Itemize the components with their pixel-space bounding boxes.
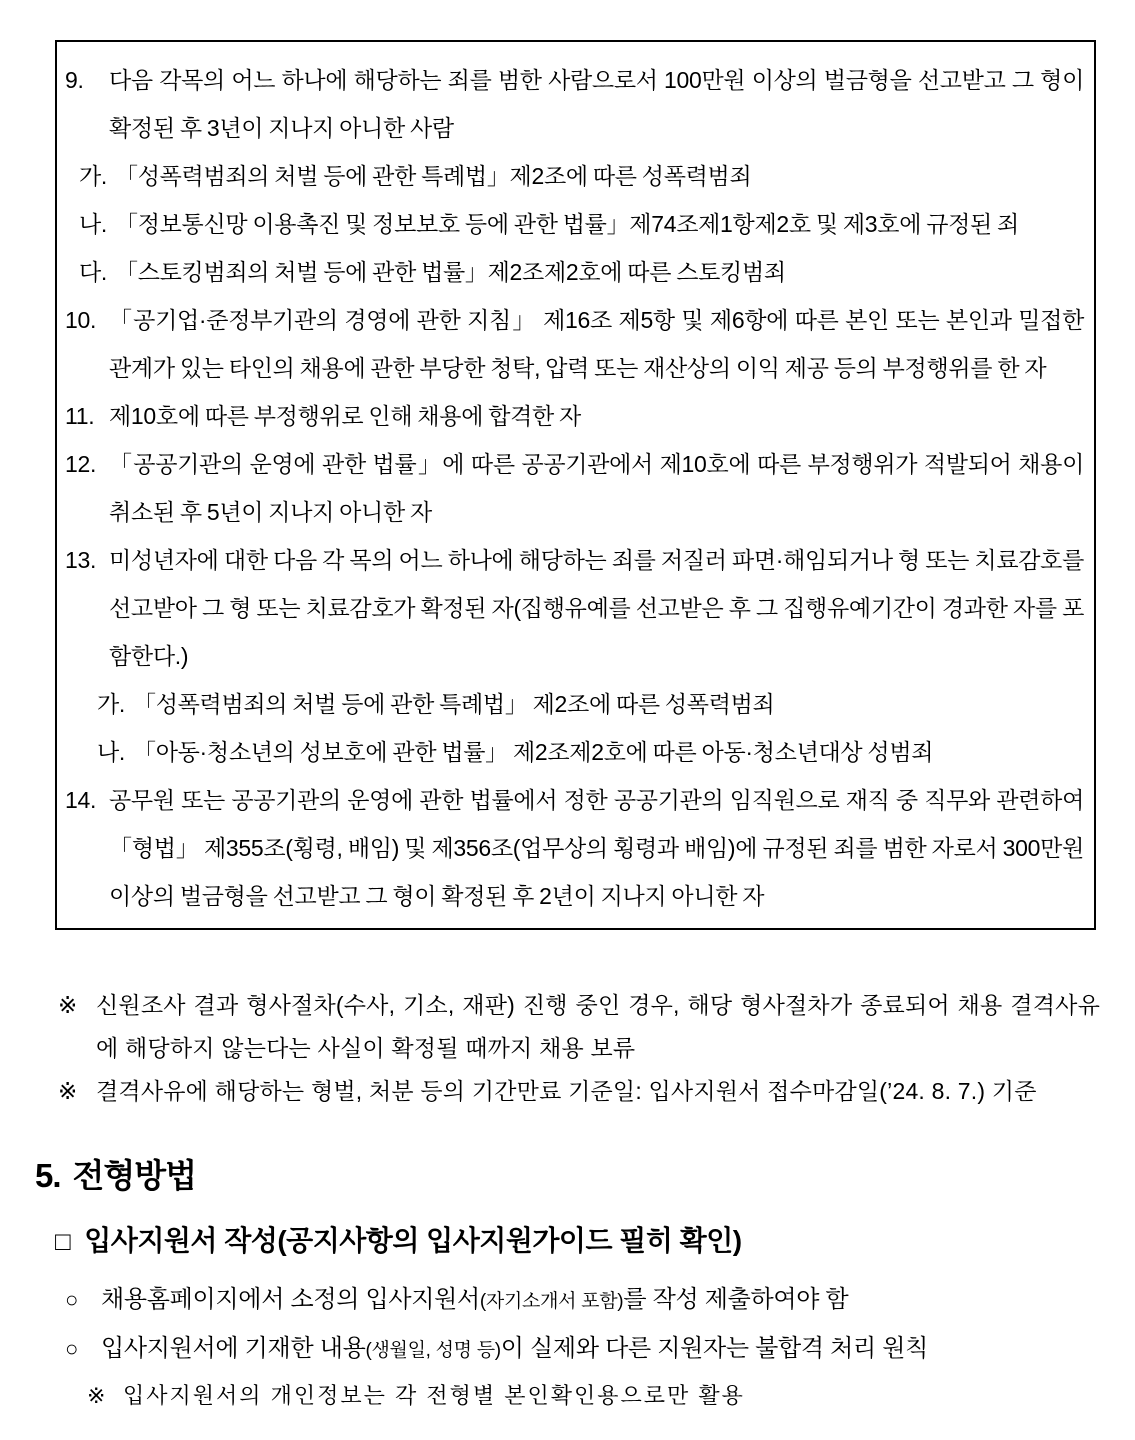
item-number: 11. bbox=[65, 403, 95, 429]
sub-item-letter: 나. bbox=[97, 739, 126, 765]
item-text: 「정보통신망 이용촉진 및 정보보호 등에 관한 법률」제74조제1항제2호 및 제3호에 규정된 죄 bbox=[115, 211, 1019, 237]
item-text: 제10호에 따른 부정행위로 인해 채용에 합격한 자 bbox=[109, 403, 581, 429]
list-item bbox=[65, 296, 1084, 392]
section-number: 5. bbox=[35, 1157, 61, 1194]
list-sub-item bbox=[97, 728, 1084, 776]
item-text: 「성폭력범죄의 처벌 등에 관한 특례법」 제2조에 따른 성폭력범죄 bbox=[133, 691, 775, 717]
bullet-list bbox=[65, 1276, 1110, 1414]
notes-block bbox=[58, 984, 1100, 1113]
privacy-note-text: 입사지원서의 개인정보는 각 전형별 본인확인용으로만 활용 bbox=[123, 1383, 745, 1408]
sub-heading bbox=[55, 1219, 742, 1259]
section-heading bbox=[35, 1150, 196, 1197]
disqualification-criteria-box bbox=[55, 40, 1096, 930]
privacy-note bbox=[87, 1378, 1110, 1414]
list-item bbox=[65, 392, 1084, 440]
list-item bbox=[65, 776, 1084, 920]
note-text: 결격사유에 해당하는 형벌, 처분 등의 기간만료 기준일: 입사지원서 접수마감일(’24. 8. 7.) 기준 bbox=[96, 1078, 1037, 1104]
item-number: 14. bbox=[65, 787, 97, 813]
circle-bullet-icon: ○ bbox=[65, 1287, 78, 1312]
reference-mark-icon: ※ bbox=[58, 1078, 78, 1104]
item-text: 「공공기관의 운영에 관한 법률」에 따른 공공기관에서 제10호에 따른 부정행위가 적발되어 채용이 취소된 후 5년이 지나지 아니한 자 bbox=[109, 451, 1084, 525]
item-text: 미성년자에 대한 다음 각 목의 어느 하나에 해당하는 죄를 저질러 파면·해임되거나 형 또는 치료감호를 선고받아 그 형 또는 치료감호가 확정된 자(집행유예를 선고받은 후 그 집행유예기간이 경과한 자를 포함한다.) bbox=[109, 547, 1084, 669]
reference-mark-icon: ※ bbox=[87, 1383, 106, 1408]
bullet-item bbox=[65, 1276, 1110, 1325]
bullet-text: 입사지원서에 기재한 내용(생월일, 성명 등)이 실제와 다른 지원자는 불합격 처리 원칙 bbox=[101, 1335, 929, 1362]
bullet-text: 채용홈페이지에서 소정의 입사지원서(자기소개서 포함)를 작성 제출하여야 함 bbox=[101, 1286, 849, 1313]
item-number: 13. bbox=[65, 547, 97, 573]
circle-bullet-icon: ○ bbox=[65, 1336, 78, 1361]
note-text: 신원조사 결과 형사절차(수사, 기소, 재판) 진행 중인 경우, 해당 형사절차가 종료되어 채용 결격사유에 해당하지 않는다는 사실이 확정될 때까지 채용 보류 bbox=[96, 992, 1100, 1061]
sub-item-letter: 가. bbox=[79, 163, 108, 189]
item-number: 12. bbox=[65, 451, 97, 477]
section-title: 전형방법 bbox=[72, 1157, 197, 1194]
item-number: 9. bbox=[65, 67, 84, 93]
list-sub-item bbox=[79, 200, 1084, 248]
reference-mark-icon: ※ bbox=[58, 992, 78, 1018]
note-line bbox=[58, 984, 1100, 1070]
sub-item-letter: 다. bbox=[79, 259, 108, 285]
list-item bbox=[65, 536, 1084, 680]
sub-heading-text: 입사지원서 작성(공지사항의 입사지원가이드 필히 확인) bbox=[84, 1225, 742, 1256]
item-number: 10. bbox=[65, 307, 97, 333]
bullet-text-small: (생월일, 성명 등) bbox=[365, 1340, 501, 1361]
list-sub-item bbox=[97, 680, 1084, 728]
item-text: 공무원 또는 공공기관의 운영에 관한 법률에서 정한 공공기관의 임직원으로 재직 중 직무와 관련하여 「형법」 제355조(횡령, 배임) 및 제356조(업무상의 횡령과 배임)에 규정된 죄를 범한 자로서 300만원 이상의 벌금형을 선고받고 그 형이 확정된 후 2년이 지나지 아니한 자 bbox=[109, 787, 1084, 909]
sub-item-letter: 가. bbox=[97, 691, 126, 717]
list-sub-item bbox=[79, 248, 1084, 296]
list-item bbox=[65, 56, 1084, 152]
bullet-text-small: (자기소개서 포함) bbox=[479, 1291, 624, 1312]
item-text: 「아동·청소년의 성보호에 관한 법률」 제2조제2호에 따른 아동·청소년대상 성범죄 bbox=[133, 739, 934, 765]
item-text: 「스토킹범죄의 처벌 등에 관한 법률」제2조제2호에 따른 스토킹범죄 bbox=[115, 259, 786, 285]
sub-item-letter: 나. bbox=[79, 211, 108, 237]
list-sub-item bbox=[79, 152, 1084, 200]
item-text: 다음 각목의 어느 하나에 해당하는 죄를 범한 사람으로서 100만원 이상의 벌금형을 선고받고 그 형이 확정된 후 3년이 지나지 아니한 사람 bbox=[109, 67, 1084, 141]
list-item bbox=[65, 440, 1084, 536]
note-line bbox=[58, 1070, 1100, 1113]
bullet-item bbox=[65, 1325, 1110, 1374]
item-text: 「성폭력범죄의 처벌 등에 관한 특례법」제2조에 따른 성폭력범죄 bbox=[115, 163, 752, 189]
square-bullet-icon: □ bbox=[55, 1226, 71, 1256]
item-text: 「공기업·준정부기관의 경영에 관한 지침」 제16조 제5항 및 제6항에 따른 본인 또는 본인과 밀접한 관계가 있는 타인의 채용에 관한 부당한 청탁, 압력 또는 재산상의 이익 제공 등의 부정행위를 한 자 bbox=[109, 307, 1084, 381]
